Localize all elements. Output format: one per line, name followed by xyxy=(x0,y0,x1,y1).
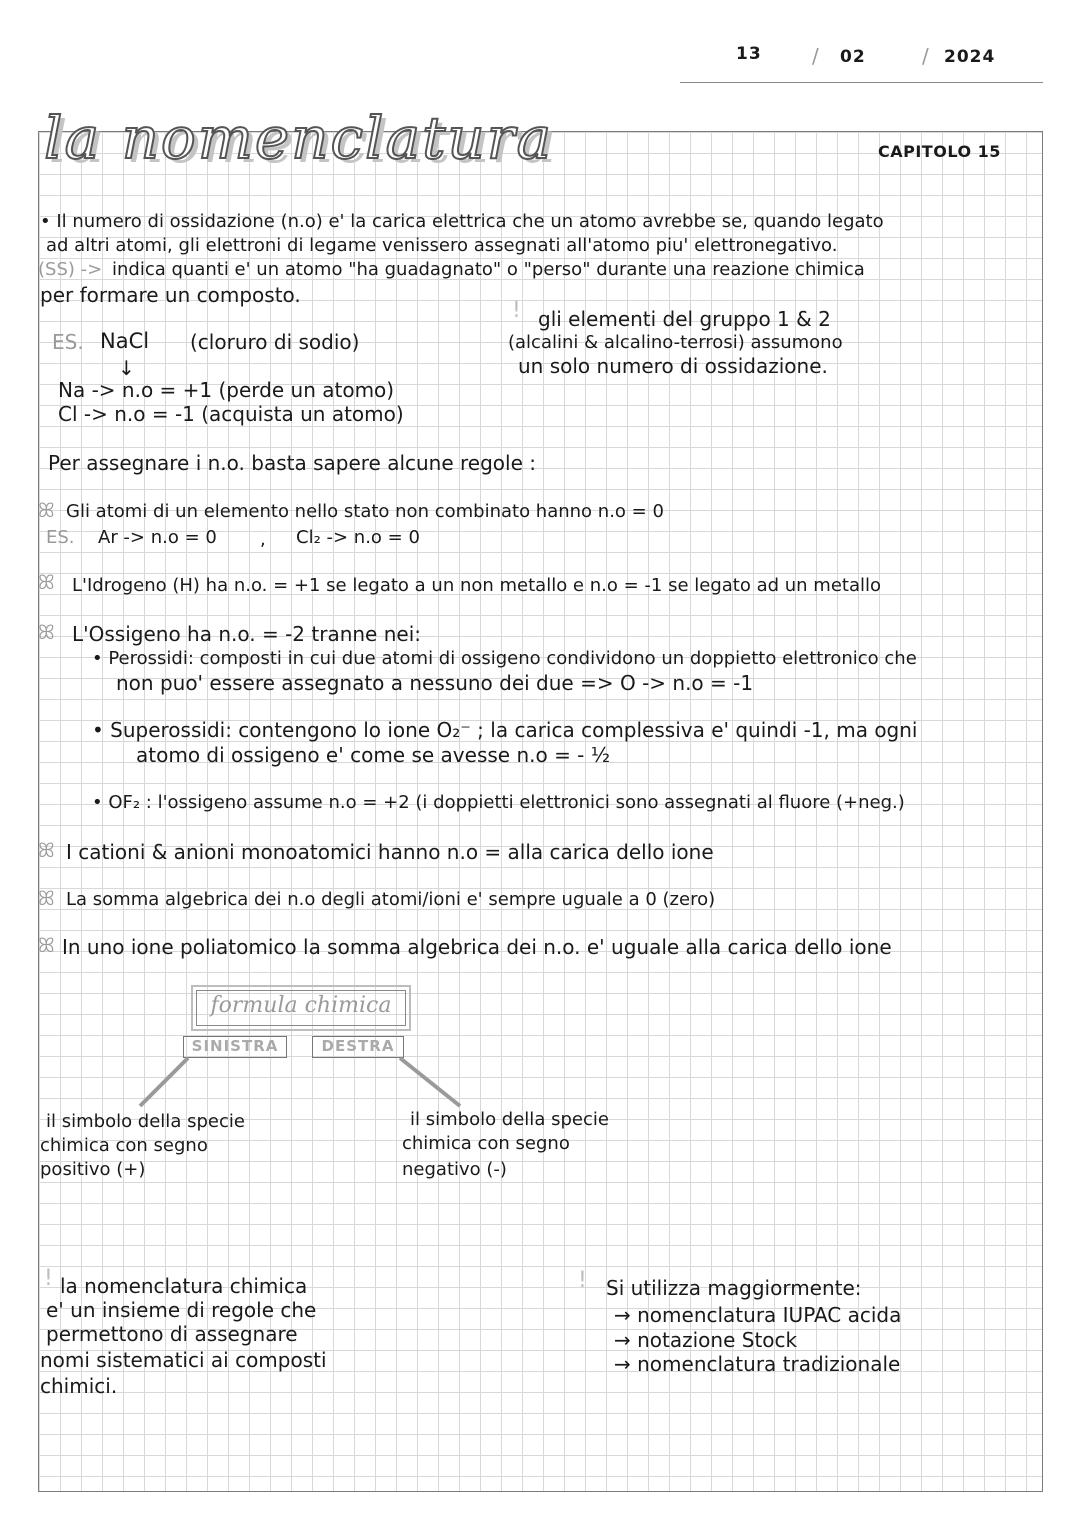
rule-1-es-ar: Ar -> n.o = 0 xyxy=(98,527,217,548)
rule-2: L'Idrogeno (H) ha n.o. = +1 se legato a un non metallo e n.o = -1 se legato ad un metallo xyxy=(72,575,881,596)
right-desc-2: chimica con segno xyxy=(402,1133,570,1154)
rule-1: Gli atomi di un elemento nello stato non combinato hanno n.o = 0 xyxy=(66,501,664,522)
rule-3-of2: • OF₂ : l'ossigeno assume n.o = +2 (i doppietti elettronici sono assegnati al fluore (+neg.) xyxy=(92,792,905,813)
left-connector-line xyxy=(140,1058,188,1106)
bullet-icon: ꕤ xyxy=(38,933,55,957)
intro-line-2: ad altri atomi, gli elettroni di legame venissero assegnati all'atomo piu' elettronegativo. xyxy=(46,235,838,256)
intro-line-3: indica quanti e' un atomo "ha guadagnato" o "perso" durante una reazione chimica xyxy=(112,259,865,280)
left-desc-3: positivo (+) xyxy=(40,1159,146,1180)
intro-line-4: per formare un composto. xyxy=(40,283,301,307)
rule-6: In uno ione poliatomico la somma algebrica dei n.o. e' uguale alla carica dello ione xyxy=(62,935,892,959)
formula-title: formula chimica xyxy=(210,993,392,1018)
bullet-icon: ꕤ xyxy=(38,886,55,910)
rule-1-es-cl2: Cl₂ -> n.o = 0 xyxy=(296,527,420,548)
bottom-left-5: chimici. xyxy=(40,1374,118,1398)
rule-1-es-label: ES. xyxy=(46,527,75,548)
right-label-box: DESTRA xyxy=(312,1036,404,1058)
right-connector-line xyxy=(400,1058,460,1106)
rules-intro: Per assegnare i n.o. basta sapere alcune regole : xyxy=(48,451,536,475)
intro-abbr: (SS) -> xyxy=(38,259,103,280)
rule-3-perossidi-2: non puo' essere assegnato a nessuno dei due => O -> n.o = -1 xyxy=(116,671,754,695)
rule-1-es-sep: , xyxy=(260,529,266,550)
note-groups-line-1: gli elementi del gruppo 1 & 2 xyxy=(538,307,831,331)
rule-3-superossidi-1: • Superossidi: contengono lo ione O₂⁻ ; la carica complessiva e' quindi -1, ma ogni xyxy=(92,718,918,742)
bottom-left-1: la nomenclatura chimica xyxy=(60,1274,308,1298)
down-arrow-icon: ↓ xyxy=(118,356,135,380)
bottom-right-3: → notazione Stock xyxy=(614,1328,798,1352)
example-na: Na -> n.o = +1 (perde un atomo) xyxy=(58,378,395,402)
rule-5: La somma algebrica dei n.o degli atomi/ioni e' sempre uguale a 0 (zero) xyxy=(66,889,716,910)
right-desc-3: negativo (-) xyxy=(402,1159,507,1180)
rule-3-perossidi-1: • Perossidi: composti in cui due atomi di ossigeno condividono un doppietto elettronico che xyxy=(92,648,917,669)
bottom-right-1: Si utilizza maggiormente: xyxy=(606,1276,862,1300)
bullet-icon: ꕤ xyxy=(38,498,55,522)
bullet-icon: ꕤ xyxy=(38,620,55,644)
bullet-icon: ꕤ xyxy=(38,838,55,862)
exclamation-icon: ! xyxy=(578,1268,587,1293)
bullet-icon: ꕤ xyxy=(38,570,55,594)
date-day: 13 xyxy=(736,44,762,64)
page-title: la nomenclatura xyxy=(44,104,554,172)
chapter-label: CAPITOLO 15 xyxy=(878,142,1001,161)
rule-3-superossidi-2: atomo di ossigeno e' come se avesse n.o = - ½ xyxy=(136,743,611,767)
example-label: ES. xyxy=(52,330,84,354)
rule-4: I cationi & anioni monoatomici hanno n.o = alla carica dello ione xyxy=(66,840,714,864)
exclamation-icon: ! xyxy=(512,298,521,323)
right-desc-1: il simbolo della specie xyxy=(410,1109,609,1130)
left-desc-1: il simbolo della specie xyxy=(46,1111,245,1132)
example-formula: NaCl xyxy=(100,329,150,353)
date-separator: / xyxy=(812,44,819,68)
example-cl: Cl -> n.o = -1 (acquista un atomo) xyxy=(58,402,404,426)
bottom-left-2: e' un insieme di regole che xyxy=(46,1298,317,1322)
left-label-box: SINISTRA xyxy=(183,1036,287,1058)
bottom-right-4: → nomenclatura tradizionale xyxy=(614,1352,901,1376)
example-name: (cloruro di sodio) xyxy=(190,330,360,354)
date-year: 2024 xyxy=(944,47,996,67)
date-separator: / xyxy=(922,44,929,68)
exclamation-icon: ! xyxy=(44,1266,53,1291)
intro-line-1: • Il numero di ossidazione (n.o) e' la carica elettrica che un atomo avrebbe se, quando legato xyxy=(40,211,884,232)
note-groups-line-3: un solo numero di ossidazione. xyxy=(518,354,828,378)
date-month: 02 xyxy=(840,47,866,67)
note-groups-line-2: (alcalini & alcalino-terrosi) assumono xyxy=(508,332,843,353)
bottom-right-2: → nomenclatura IUPAC acida xyxy=(614,1303,902,1327)
bottom-left-3: permettono di assegnare xyxy=(46,1322,298,1346)
bottom-left-4: nomi sistematici ai composti xyxy=(40,1348,327,1372)
left-desc-2: chimica con segno xyxy=(40,1135,208,1156)
rule-3: L'Ossigeno ha n.o. = -2 tranne nei: xyxy=(72,622,421,646)
